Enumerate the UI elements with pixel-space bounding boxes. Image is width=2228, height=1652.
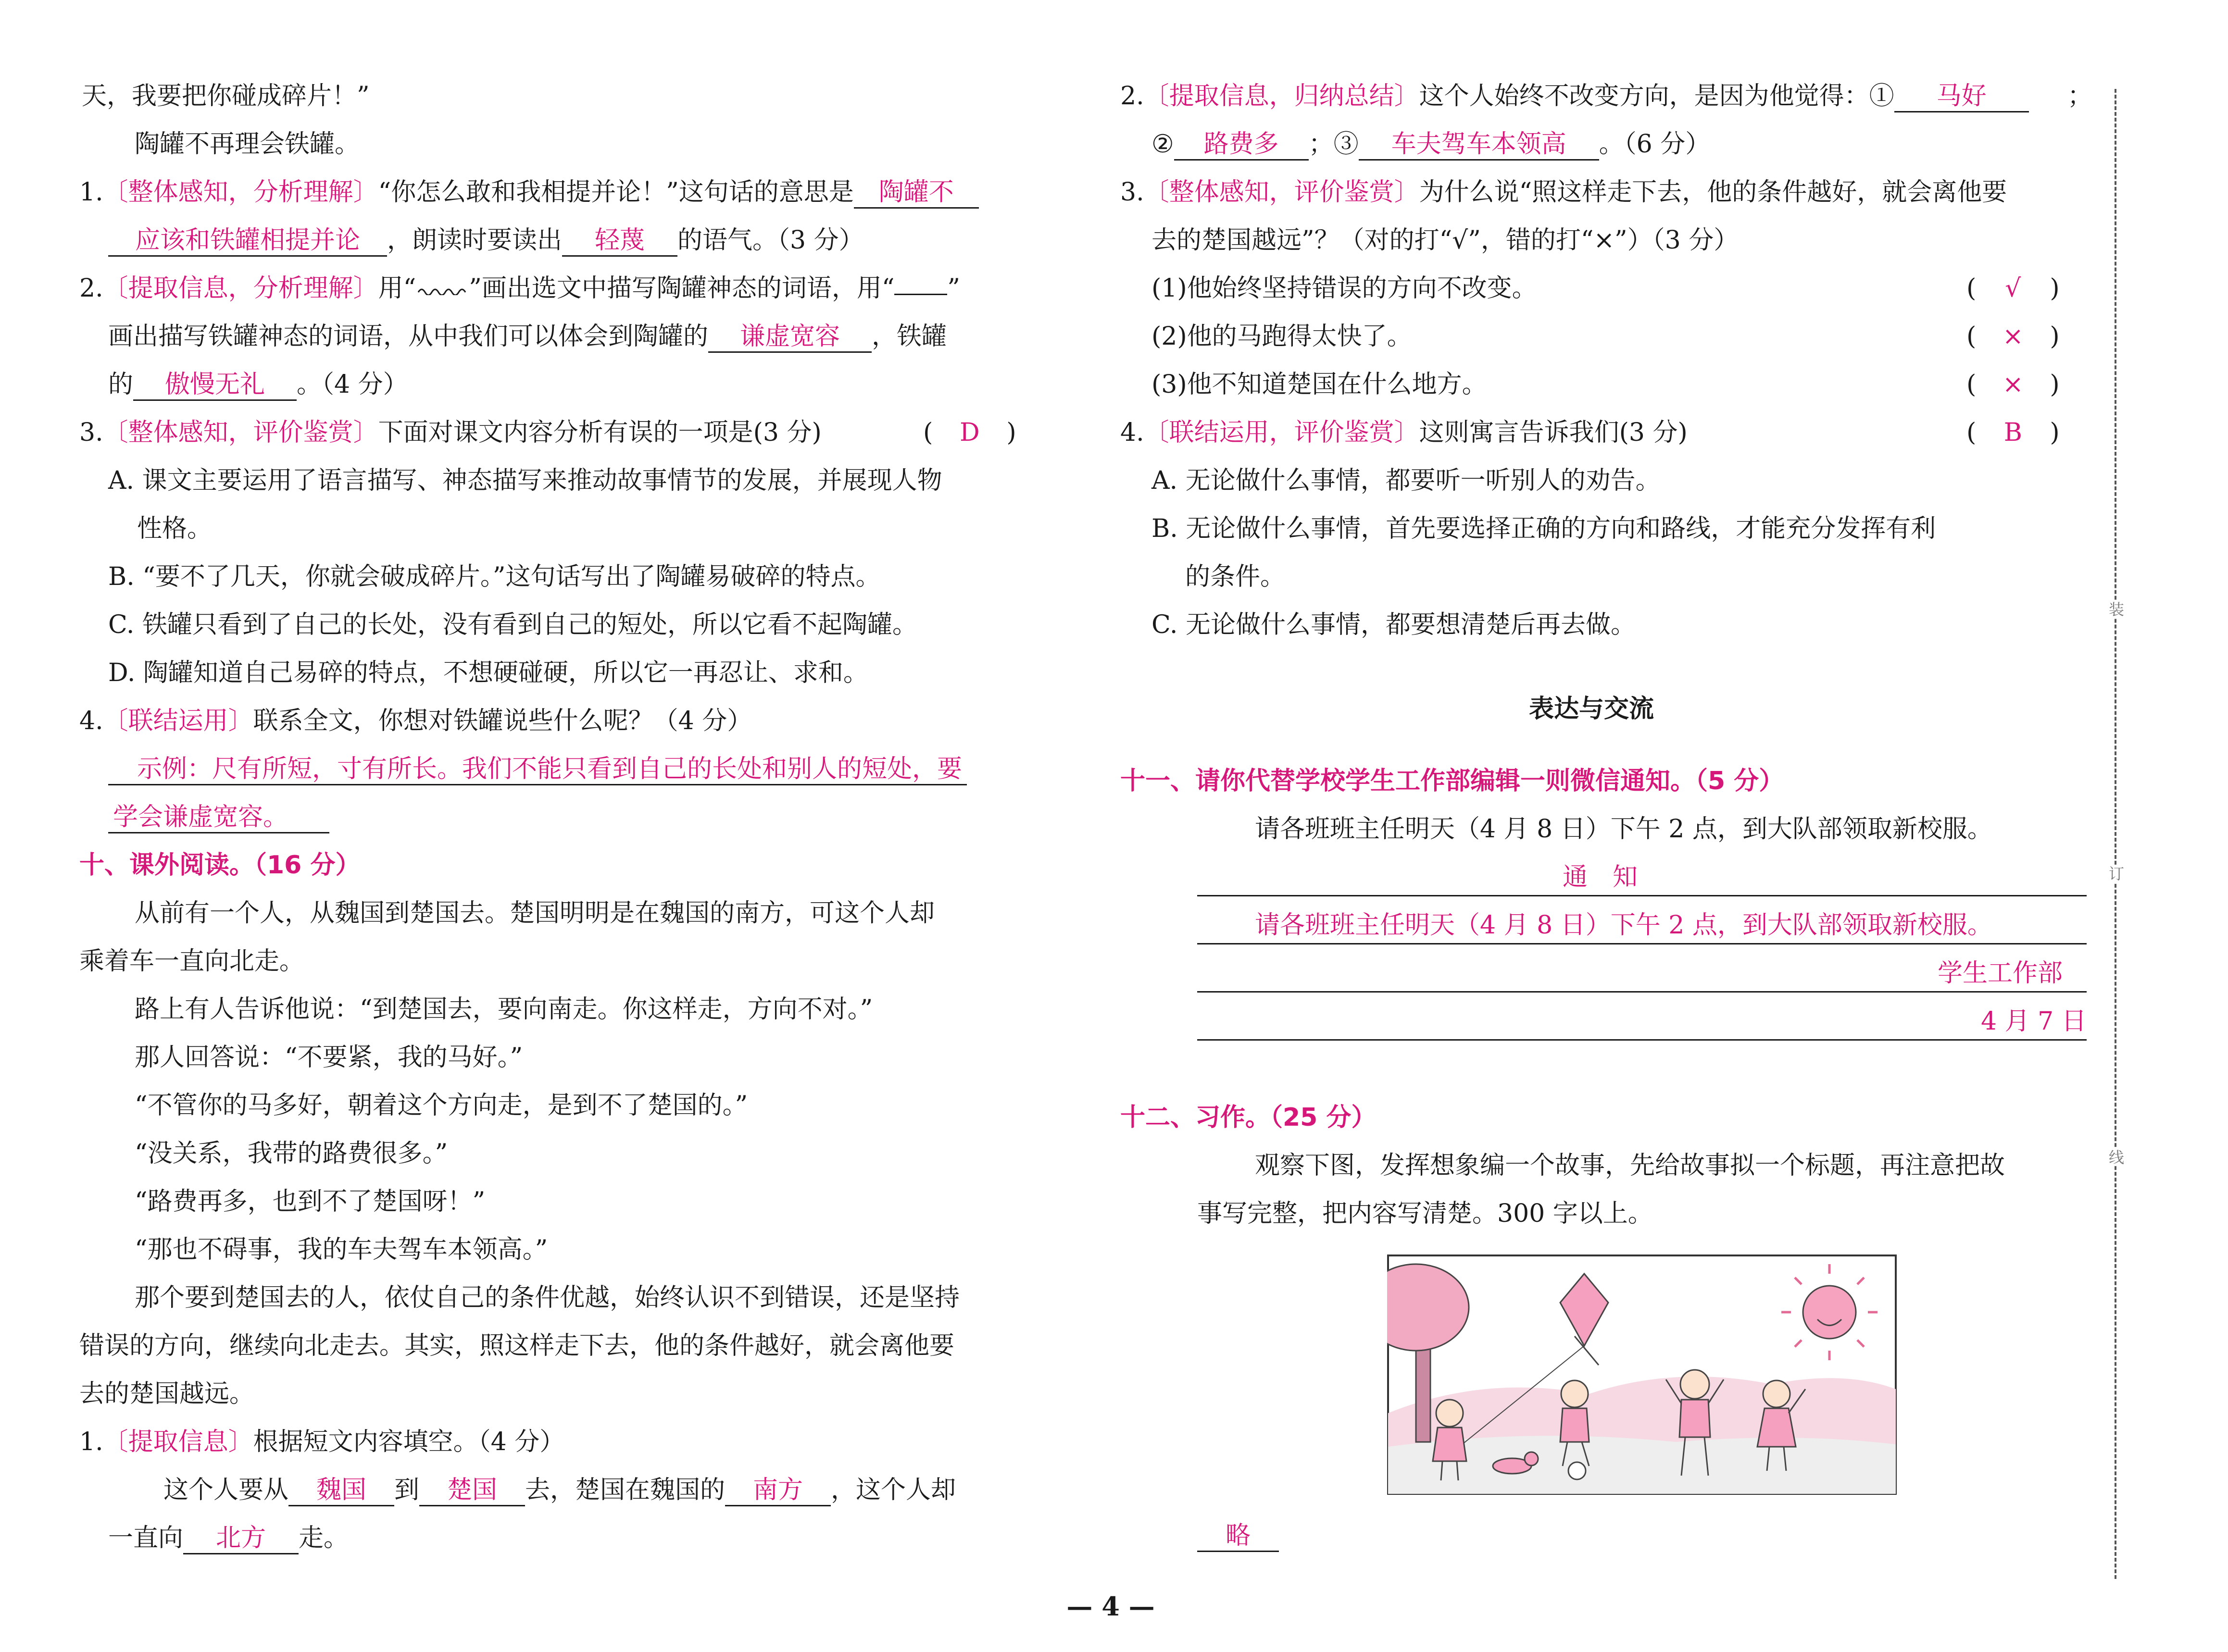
writing-line [1197,943,2087,944]
question-1 [79,175,979,209]
passage-line: 去的楚国越远。 [79,1379,255,1408]
question-text: ” [947,274,960,303]
question-number: 1. [79,178,103,207]
question-text: ；③ [1308,130,1359,159]
composition-prompt: 事写完整，把内容写清楚。300 字以上。 [1197,1199,1653,1228]
option-a-cont: 性格。 [137,514,213,543]
answer-blank: 车夫驾车本领高 [1359,129,1599,161]
passage-line: 那个要到楚国去的人，依仗自己的条件优越，始终认识不到错误，还是坚持 [135,1283,960,1312]
binding-char: 装 [2109,600,2125,619]
passage-line: “那也不碍事，我的车夫驾车本领高。” [135,1235,548,1264]
composition-prompt: 观察下图，发挥想象编一个故事，先给故事拟一个标题，再注意把故 [1255,1151,2005,1180]
check-mark-icon: √ [2005,274,2021,303]
writing-line [1197,895,2087,896]
notice-title: 通 知 [1563,863,1638,892]
judge-item: (2)他的马跑得太快了。 [1152,322,1412,351]
answer-text: 略 [1197,1521,1279,1552]
question-text: 。（4 分） [297,370,408,399]
reading-question-1-fill [163,1473,956,1507]
notice-date: 4 月 7 日 [1981,1007,2087,1036]
binding-char: 线 [2109,1148,2125,1167]
answer-line [108,800,329,834]
question-2-cont [108,368,408,401]
answer-blank: 陶罐不 [854,177,979,209]
notice-prompt: 请各班班主任明天（4 月 8 日）下午 2 点，到大队部领取新校服。 [1255,815,1992,844]
question-2 [79,272,960,305]
passage-line: 那人回答说：“不要紧，我的马好。” [135,1043,523,1072]
answer-blank: 傲慢无礼 [133,370,297,401]
question-number: 1. [79,1428,103,1456]
answer-line [108,752,967,786]
question-number: 2. [1120,82,1144,111]
choice-answer: D [959,418,980,447]
choice-answer: B [2003,418,2022,447]
answer-blank: 南方 [725,1475,831,1506]
question-1-cont [108,224,864,257]
question-text: 。（6 分） [1599,130,1711,159]
reading-question-3 [1120,175,2007,209]
reading-question-2 [1120,79,2029,113]
judge-item: (3)他不知道楚国在什么地方。 [1152,370,1487,399]
option-a: A. 无论做什么事情，都要听一听别人的劝告。 [1152,466,1661,495]
question-text: ，铁罐 [872,322,947,351]
question-4 [79,704,752,738]
answer-blank: 北方 [183,1523,299,1554]
question-text: 这个人要从 [163,1476,289,1504]
question-text: 的语气。（3 分） [677,226,864,255]
option-b: B. 无论做什么事情，首先要选择正确的方向和路线，才能充分发挥有利 [1152,514,1936,543]
question-number: 4. [1120,418,1144,447]
question-3 [79,416,822,449]
question-number: 3. [79,418,103,447]
question-text: 画出描写铁罐神态的词语，从中我们可以体会到陶罐的 [108,322,709,351]
option-c: C. 铁罐只看到了自己的长处，没有看到自己的短处，所以它看不起陶罐。 [108,610,917,639]
question-text: 联系全文，你想对铁罐说些什么呢？（4 分） [253,707,752,735]
reading-question-4 [1120,416,1688,449]
option-c: C. 无论做什么事情，都要想清楚后再去做。 [1152,610,1636,639]
option-b: B. “要不了几天，你就会破成碎片。”这句话写出了陶罐易破碎的特点。 [108,562,881,591]
section-12-title: 十二、习作。（25 分） [1120,1103,1377,1132]
judge-paren: ( × ) [1966,320,2060,353]
punctuation: ； [2067,82,2093,111]
notice-body: 请各班班主任明天（4 月 8 日）下午 2 点，到大队部领取新校服。 [1255,911,1992,940]
option-d: D. 陶罐知道自己易碎的特点，不想硬碰硬，所以它一再忍让、求和。 [108,658,868,687]
reading-question-1-fill [108,1521,349,1555]
passage-line: 乘着车一直向北走。 [79,947,305,976]
passage-line: “没关系，我带的路费很多。” [135,1139,448,1168]
answer-paren: ( D ) [923,416,1016,449]
composition-answer [1197,1519,1279,1553]
question-number: 2. [79,274,103,303]
question-tag: 〔整体感知，分析理解〕 [103,178,378,207]
question-text: ，朗读时要读出 [387,226,563,255]
question-text: 根据短文内容填空。（4 分） [253,1428,565,1456]
answer-blank: 马好 [1894,81,2029,112]
cross-mark-icon: × [2003,370,2024,399]
writing-line [1197,991,2087,993]
passage-line: “不管你的马多好，朝着这个方向走，是到不了楚国的。” [135,1091,748,1120]
reading-question-1 [79,1425,564,1459]
judge-item: (1)他始终坚持错误的方向不改变。 [1152,274,1537,303]
section-title: 表达与交流 [1529,695,1654,723]
answer-blank: 魏国 [288,1475,394,1506]
answer-blank: 楚国 [419,1475,525,1506]
option-b-cont: 的条件。 [1185,562,1286,591]
question-tag: 〔联结运用，评价鉴赏〕 [1144,418,1419,447]
writing-line [1197,1039,2087,1041]
judge-paren: ( √ ) [1966,272,2060,305]
passage-line: “路费再多，也到不了楚国呀！” [135,1187,486,1216]
answer-paren: ( B ) [1966,416,2060,449]
question-text: ，这个人却 [831,1476,956,1504]
question-2-cont [108,320,947,353]
answer-text: 学会谦虚宽容。 [108,802,329,833]
answer-blank: 谦虚宽容 [708,322,872,353]
option-a: A. 课文主要运用了语言描写、神态描写来推动故事情节的发展，并展现人物 [108,466,942,495]
passage-line: 从前有一个人，从魏国到楚国去。楚国明明是在魏国的南方，可这个人却 [135,899,935,928]
question-text: 的 [108,370,134,399]
passage-line: 路上有人告诉他说：“到楚国去，要向南走。你这样走，方向不对。” [135,995,873,1024]
notice-signature: 学生工作部 [1938,959,2063,988]
question-text: 走。 [299,1524,349,1553]
judge-paren: ( × ) [1966,368,2060,401]
question-tag: 〔联结运用〕 [103,707,253,735]
question-tag: 〔提取信息，归纳总结〕 [1144,82,1419,111]
question-text: 这则寓言告诉我们(3 分) [1419,418,1688,447]
question-text: 去，楚国在魏国的 [525,1476,726,1504]
binding-line [2115,89,2116,1579]
question-tag: 〔整体感知，评价鉴赏〕 [103,418,378,447]
question-text: 为什么说“照这样走下去，他的条件越好，就会离他要 [1419,178,2007,207]
question-number: 4. [79,707,103,735]
question-text: 去的楚国越远”？（对的打“√”，错的打“×”）（3 分） [1152,226,1739,255]
text-line: 陶罐不再理会铁罐。 [135,130,360,159]
question-text: 这个人始终不改变方向，是因为他觉得：① [1419,82,1894,111]
wavy-underline-icon [416,286,469,295]
question-text: ② [1152,130,1174,159]
composition-illustration [1387,1255,1897,1495]
reading-question-2-cont [1152,127,1710,161]
page-number: — 4 — [1066,1591,1155,1622]
question-text: “你怎么敢和我相提并论！”这句话的意思是 [378,178,854,207]
question-text: 一直向 [108,1524,184,1553]
straight-underline-icon [894,285,947,295]
section-10-title: 十、课外阅读。（16 分） [79,851,361,880]
answer-blank: 应该和铁罐相提并论 [108,225,387,257]
text-line: 天，我要把你碰成碎片！” [82,82,370,111]
answer-blank: 轻蔑 [562,225,677,257]
binding-char: 订 [2109,865,2125,883]
question-tag: 〔整体感知，评价鉴赏〕 [1144,178,1419,207]
question-text: 用“ [378,274,416,303]
answer-text: 示例：尺有所短，寸有所长。我们不能只看到自己的长处和别人的短处，要 [108,754,967,785]
question-text: 到 [394,1476,420,1504]
passage-line: 错误的方向，继续向北走去。其实，照这样走下去，他的条件越好，就会离他要 [79,1331,955,1360]
question-tag: 〔提取信息〕 [103,1428,253,1456]
question-tag: 〔提取信息，分析理解〕 [103,274,378,303]
cross-mark-icon: × [2003,322,2024,351]
section-11-title: 十一、请你代替学校学生工作部编辑一则微信通知。（5 分） [1120,767,1784,795]
answer-blank: 路费多 [1174,129,1309,161]
question-text: ”画出选文中描写陶罐神态的词语，用“ [469,274,895,303]
question-text: 下面对课文内容分析有误的一项是(3 分) [378,418,822,447]
question-number: 3. [1120,178,1144,207]
